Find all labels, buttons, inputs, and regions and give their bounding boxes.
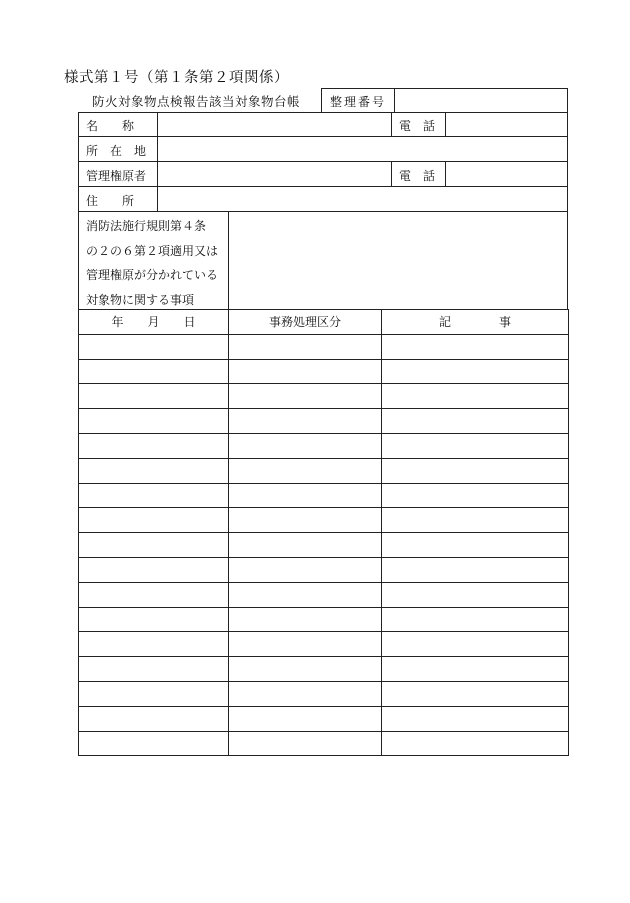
manager-label: 管理権原者	[86, 169, 147, 183]
table-row	[79, 409, 569, 434]
notes-cell[interactable]	[382, 533, 569, 558]
label-column-divider	[157, 112, 158, 211]
notes-cell[interactable]	[382, 458, 569, 483]
notes-cell[interactable]	[382, 657, 569, 682]
process-category-cell[interactable]	[229, 409, 382, 434]
phone2-label: 電 話	[399, 169, 436, 183]
date-cell[interactable]	[79, 533, 229, 558]
notes-cell[interactable]	[382, 359, 569, 384]
form-title: 様式第１号（第１条第２項関係）	[64, 70, 289, 86]
process-category-cell[interactable]	[229, 508, 382, 533]
table-row	[79, 557, 569, 582]
location-label: 所 在 地	[86, 144, 147, 158]
date-cell[interactable]	[79, 607, 229, 632]
records-header-row	[79, 310, 569, 335]
notes-cell[interactable]	[382, 582, 569, 607]
date-cell[interactable]	[79, 557, 229, 582]
notes-cell[interactable]	[382, 508, 569, 533]
date-cell[interactable]	[79, 359, 229, 384]
rule-label-line: 消防法施行規則第４条	[86, 219, 207, 233]
row-divider	[78, 136, 568, 137]
notes-cell[interactable]	[382, 409, 569, 434]
table-row	[79, 384, 569, 409]
date-cell[interactable]	[79, 731, 229, 756]
process-category-cell[interactable]	[229, 557, 382, 582]
document-title: 防火対象物点検報告該当対象物台帳	[92, 94, 301, 109]
process-category-cell[interactable]	[229, 334, 382, 359]
table-row	[79, 334, 569, 359]
process-category-cell[interactable]	[229, 706, 382, 731]
phone2-divider-right	[445, 161, 446, 187]
notes-cell[interactable]	[382, 681, 569, 706]
process-category-cell[interactable]	[229, 657, 382, 682]
row-divider	[78, 211, 568, 212]
date-cell[interactable]	[79, 409, 229, 434]
number-label: 整理番号	[330, 95, 387, 109]
process-category-cell[interactable]	[229, 607, 382, 632]
notes-header: 記 事	[382, 310, 569, 335]
process-category-cell[interactable]	[229, 731, 382, 756]
name-label: 名 称	[86, 119, 135, 133]
date-cell[interactable]	[79, 483, 229, 508]
date-cell[interactable]	[79, 681, 229, 706]
notes-cell[interactable]	[382, 632, 569, 657]
notes-cell[interactable]	[382, 557, 569, 582]
process-category-cell[interactable]	[229, 458, 382, 483]
process-category-cell[interactable]	[229, 433, 382, 458]
notes-cell[interactable]	[382, 334, 569, 359]
rule-column-divider	[228, 211, 229, 310]
process-category-cell[interactable]	[229, 533, 382, 558]
date-cell[interactable]	[79, 384, 229, 409]
row-divider	[78, 186, 568, 187]
process-category-header: 事務処理区分	[229, 310, 382, 335]
table-row	[79, 359, 569, 384]
rule-label-line: の２の６第２項適用又は	[86, 243, 219, 258]
phone-divider-right	[445, 112, 446, 137]
date-cell[interactable]	[79, 433, 229, 458]
table-row	[79, 508, 569, 533]
date-cell[interactable]	[79, 582, 229, 607]
date-cell[interactable]	[79, 508, 229, 533]
date-cell[interactable]	[79, 706, 229, 731]
process-category-cell[interactable]	[229, 483, 382, 508]
table-row	[79, 458, 569, 483]
date-cell[interactable]	[79, 632, 229, 657]
records-body	[79, 334, 569, 756]
records-table	[78, 309, 569, 756]
phone-divider-left	[391, 112, 392, 137]
date-cell[interactable]	[79, 657, 229, 682]
date-cell[interactable]	[79, 458, 229, 483]
phone-label: 電 話	[399, 119, 436, 133]
process-category-cell[interactable]	[229, 359, 382, 384]
number-label-cell	[321, 88, 395, 113]
table-row	[79, 632, 569, 657]
table-row	[79, 433, 569, 458]
process-category-cell[interactable]	[229, 384, 382, 409]
row-divider	[78, 161, 568, 162]
table-row	[79, 731, 569, 756]
process-category-cell[interactable]	[229, 632, 382, 657]
phone2-divider-left	[391, 161, 392, 187]
date-header: 年 月 日	[79, 310, 229, 335]
process-category-cell[interactable]	[229, 681, 382, 706]
address-label: 住 所	[86, 194, 135, 208]
notes-cell[interactable]	[382, 731, 569, 756]
date-cell[interactable]	[79, 334, 229, 359]
process-category-cell[interactable]	[229, 582, 382, 607]
notes-cell[interactable]	[382, 384, 569, 409]
table-row	[79, 706, 569, 731]
notes-cell[interactable]	[382, 706, 569, 731]
rule-label-line: 管理権原が分かれている	[86, 268, 219, 282]
table-row	[79, 657, 569, 682]
table-row	[79, 533, 569, 558]
notes-cell[interactable]	[382, 433, 569, 458]
table-row	[79, 483, 569, 508]
table-row	[79, 607, 569, 632]
rule-label-line: 対象物に関する事項	[86, 292, 195, 307]
notes-cell[interactable]	[382, 607, 569, 632]
rule-label	[86, 214, 218, 312]
table-row	[79, 582, 569, 607]
number-value-cell[interactable]	[394, 88, 568, 113]
table-row	[79, 681, 569, 706]
notes-cell[interactable]	[382, 483, 569, 508]
